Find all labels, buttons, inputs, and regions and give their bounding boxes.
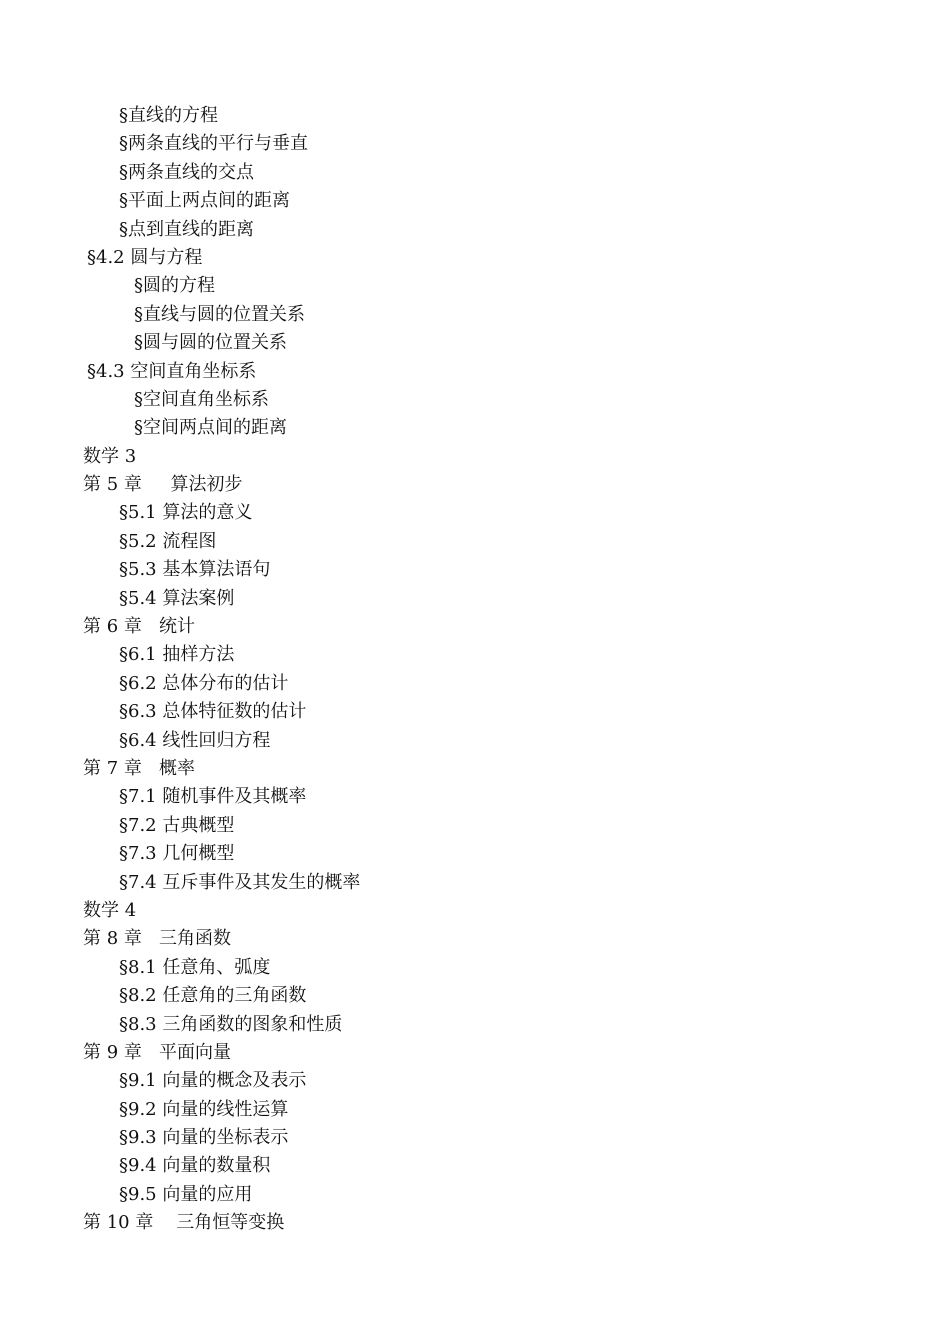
subsection-line: §圆与圆的位置关系	[134, 332, 287, 354]
section-line: §5.2 流程图	[119, 530, 217, 552]
section-line: §平面上两点间的距离	[119, 190, 290, 212]
section-line: §5.3 基本算法语句	[119, 559, 271, 581]
subsection-line: §圆的方程	[134, 275, 215, 297]
section-line: §点到直线的距离	[119, 218, 254, 240]
subsection-line: §空间两点间的距离	[134, 417, 287, 439]
section-line: §8.3 三角函数的图象和性质	[119, 1013, 343, 1035]
section-line: §9.2 向量的线性运算	[119, 1098, 289, 1120]
chapter-heading: 第 8 章 三角函数	[83, 928, 232, 950]
section-line: §8.2 任意角的三角函数	[119, 985, 307, 1007]
book-title: 数学 3	[83, 445, 137, 467]
section-line: §7.4 互斥事件及其发生的概率	[119, 871, 361, 893]
chapter-heading: 第 7 章 概率	[83, 757, 196, 779]
section-line: §5.1 算法的意义	[119, 502, 253, 524]
chapter-heading: 第 9 章 平面向量	[83, 1041, 232, 1063]
section-line: §两条直线的平行与垂直	[119, 133, 308, 155]
chapter-heading: 第 10 章 三角恒等变换	[83, 1212, 285, 1234]
section-heading: §4.2 圆与方程	[87, 246, 203, 268]
section-line: §7.1 随机事件及其概率	[119, 786, 307, 808]
section-line: §6.2 总体分布的估计	[119, 672, 289, 694]
section-line: §两条直线的交点	[119, 161, 254, 183]
section-line: §7.2 古典概型	[119, 814, 235, 836]
book-title: 数学 4	[83, 899, 137, 921]
section-line: §7.3 几何概型	[119, 843, 235, 865]
section-line: §6.3 总体特征数的估计	[119, 701, 307, 723]
section-line: §8.1 任意角、弧度	[119, 956, 271, 978]
section-line: §9.1 向量的概念及表示	[119, 1070, 307, 1092]
section-line: §6.1 抽样方法	[119, 644, 235, 666]
chapter-heading: 第 5 章 算法初步	[83, 474, 243, 496]
section-line: §9.4 向量的数量积	[119, 1155, 271, 1177]
section-line: §5.4 算法案例	[119, 587, 235, 609]
chapter-heading: 第 6 章 统计	[83, 616, 196, 638]
section-line: §6.4 线性回归方程	[119, 729, 271, 751]
subsection-line: §空间直角坐标系	[134, 388, 269, 410]
document-page	[0, 102, 950, 1238]
section-line: §9.5 向量的应用	[119, 1183, 253, 1205]
section-line: §直线的方程	[119, 105, 218, 126]
section-line: §9.3 向量的坐标表示	[119, 1127, 289, 1149]
subsection-line: §直线与圆的位置关系	[134, 303, 305, 325]
section-heading: §4.3 空间直角坐标系	[87, 360, 257, 382]
